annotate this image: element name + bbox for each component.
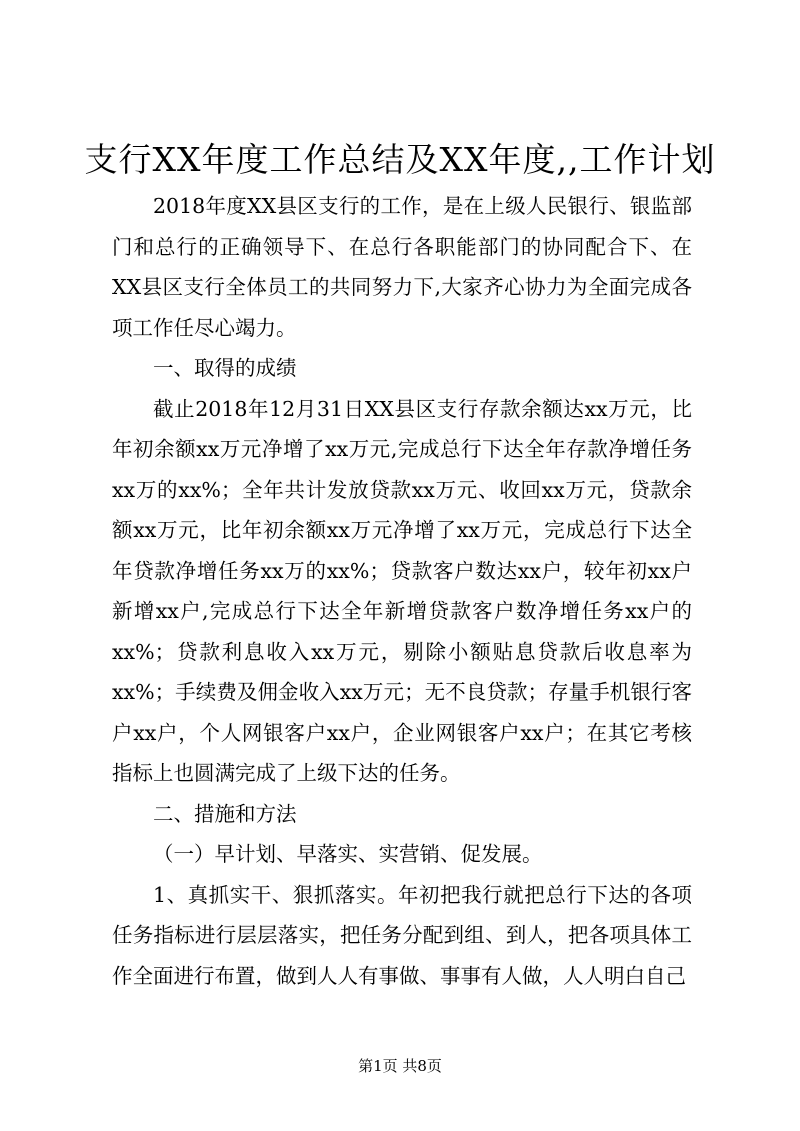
paragraph-measure-1: 1、真抓实干、狠抓落实。年初把我行就把总行下达的各项任务指标进行层层落实，把任务分配到组、到人，把各项具体工作全面进行布置，做到人人有事做、事事有人做，人人明白自己 — [112, 882, 692, 988]
paragraph-achievements: 截止2018年12月31日XX县区支行存款余额达xx万元，比年初余额xx万元净增了xx万元,完成总行下达全年存款净增任务xx万的xx%；全年共计发放贷款xx万元、收回xx万元，贷款余额xx万元，比年初余额xx万元净增了xx万元，完成总行下达全年贷款净增任务xx万的xx%；贷款客户数达xx户，较年初xx户新增xx户,完成总行下达全年新增贷款客户数净增任务xx户的xx%；贷款利息收入xx万元，剔除小额贴息贷款后收息率为xx%；手续费及佣金收入xx万元；无不良贷款；存量手机银行客户xx户，个人网银客户xx户，企业网银客户xx户；在其它考核指标上也圆满完成了上级下达的任务。 — [112, 396, 692, 785]
section-heading-achievements: 一、取得的成绩 — [153, 356, 297, 380]
document-title: 支行XX年度工作总结及XX年度,,工作计划 — [84, 140, 716, 179]
section-heading-measures: 二、措施和方法 — [153, 801, 297, 826]
page-footer: 第1页 共8页 — [358, 1057, 442, 1075]
subsection-heading: （一）早计划、早落实、实营销、促发展。 — [153, 842, 543, 866]
paragraph-intro: 2018年度XX县区支行的工作，是在上级人民银行、银监部门和总行的正确领导下、在总行各职能部门的协同配合下、在XX县区支行全体员工的共同努力下,大家齐心协力为全面完成各项工作任尽心竭力。 — [112, 194, 692, 340]
document-body — [112, 186, 692, 996]
